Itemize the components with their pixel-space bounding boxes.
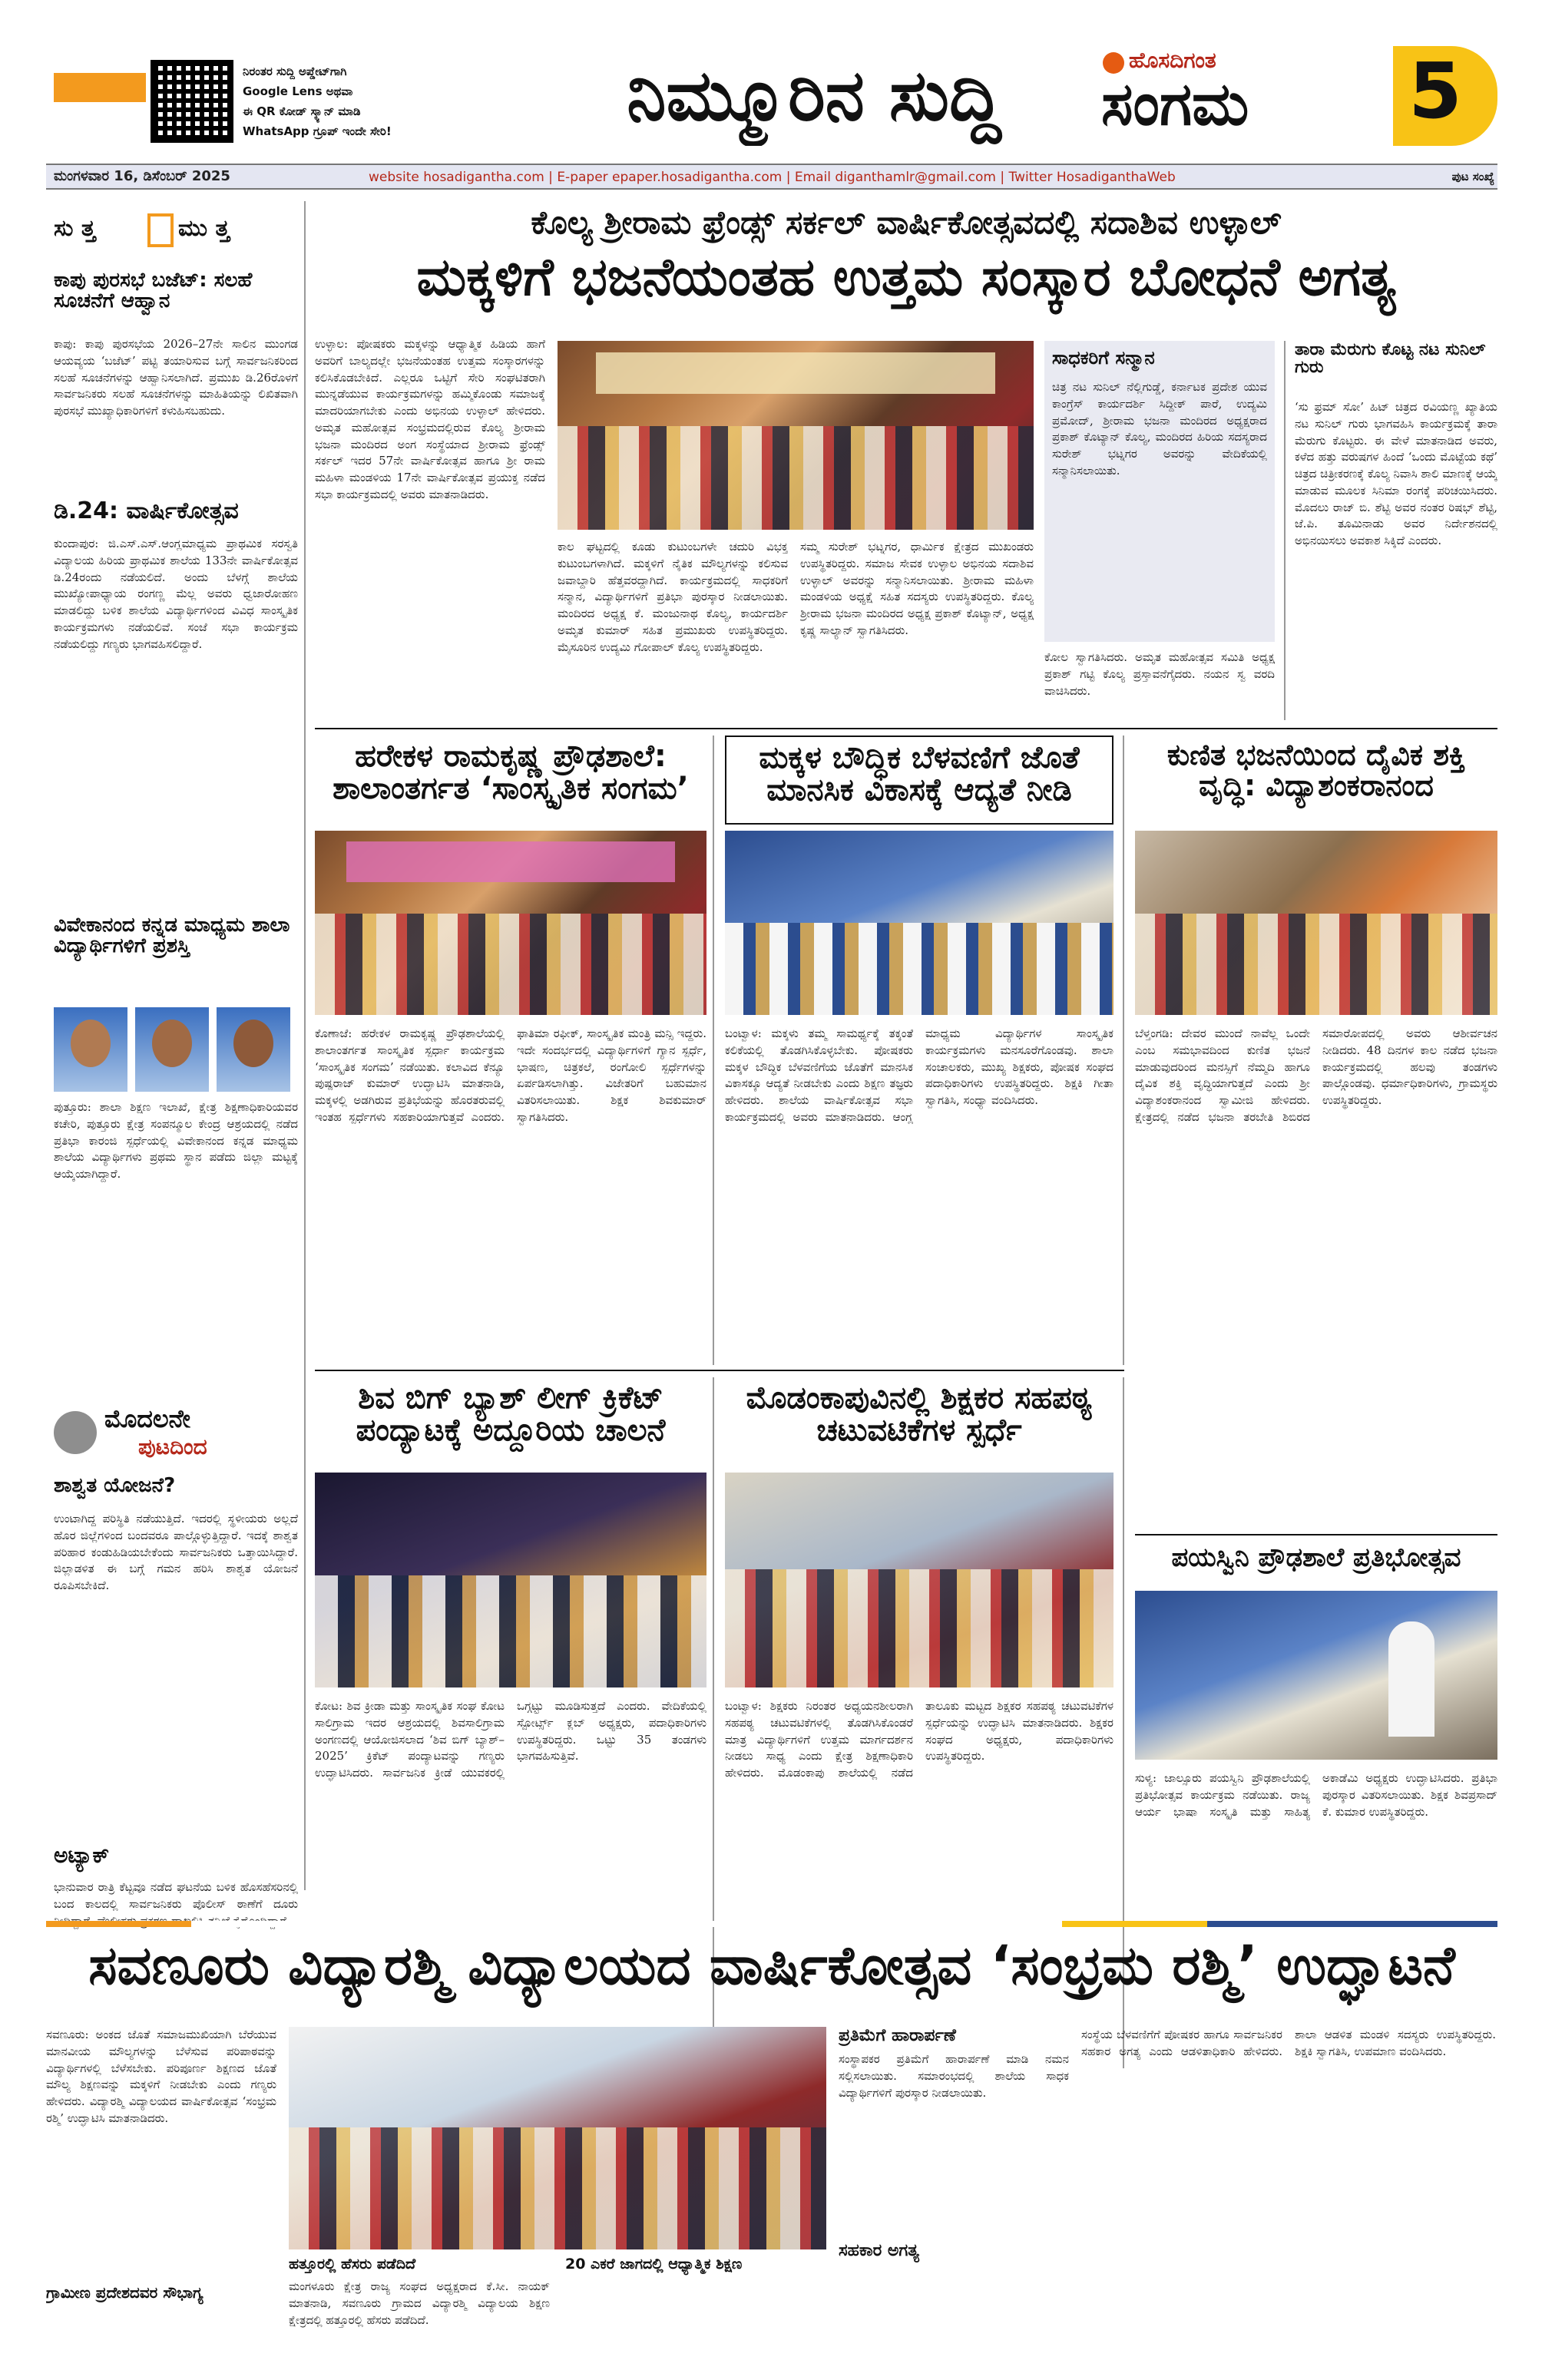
- story-kunitha-bhajane: [1135, 735, 1497, 1526]
- story-photo: [725, 1473, 1113, 1687]
- bottom-col1: ಸವಣೂರು: ಅಂಕದ ಜೊತೆ ಸಮಾಜಮುಖಿಯಾಗಿ ಬೆರೆಯುವ ಮಾನವೀಯ ಮೌಲ್ಯಗಳನ್ನು ಬೆಳೆಸುವ ಪರಿಪಾಠವನ್ನು ವಿದ್ಯಾರ್ಥಿಗಳಲ್ಲಿ ಬೆಳೆಸಬೇಕು. ಪರಿಪೂರ್ಣ ಶಿಕ್ಷಣದ ಜೊತೆ ಮೌಲ್ಯ ಶಿಕ್ಷಣವನ್ನು ಮಕ್ಕಳಿಗೆ ನೀಡಬೇಕು ಎಂದು ಗಣ್ಯರು ಹೇಳಿದರು. ವಿದ್ಯಾರಶ್ಮಿ ವಿದ್ಯಾಲಯದ ವಾರ್ಷಿಕೋತ್ಸವ ‘ಸಂಭ್ರಮ ರಶ್ಮಿ’ ಉದ್ಘಾಟಿಸಿ ಮಾತನಾಡಿದರು.: [46, 2028, 276, 2125]
- brief-body: ಕಾಪು: ಕಾಪು ಪುರಸಭೆಯ 2026–27ನೇ ಸಾಲಿನ ಮುಂಗಡ ಆಯವ್ಯಯ ‘ಬಜೆಟ್’ ಪಟ್ಟಿ ತಯಾರಿಸುವ ಬಗ್ಗೆ ಸಾರ್ವಜನಿಕರಿಂದ ಸಲಹೆ ಸೂಚನೆಗಳನ್ನು ಆಹ್ವಾನಿಸಲಾಗಿದೆ. ಪ್ರಮುಖ ಡಿ.26ರೊಳಗೆ ಸಾರ್ವಜನಿಕರು ಸಲಹೆ ಸೂಚನೆಗಳನ್ನು ಮಾಹಿತಿಯನ್ನು ಲಿಖಿತವಾಗಿ ಪುರಸಭೆ ಮುಖ್ಯಾಧಿಕಾರಿಗಳಿಗೆ ಕಳುಹಿಸಬಹುದು.: [54, 337, 298, 418]
- lead-photo: [558, 341, 1034, 530]
- logo-left: ಸು ತ್ತ: [54, 217, 96, 242]
- lead-col2: ಕಾಲ ಘಟ್ಟದಲ್ಲಿ ಕೂಡು ಕುಟುಂಬಗಳೇ ಚದುರಿ ವಿಭಕ್ತ ಕುಟುಂಬಗಳಾಗಿದೆ. ಮಕ್ಕಳಿಗೆ ನೈತಿಕ ಮೌಲ್ಯಗಳನ್ನು ಕಲಿಸುವ ಜವಾಬ್ದಾರಿ ಹೆತ್ತವರದ್ದಾಗಿದೆ. ಕಾರ್ಯಕ್ರಮದಲ್ಲಿ ಸಾಧಕರಿಗೆ ಸನ್ಮಾನ, ವಿದ್ಯಾರ್ಥಿಗಳಿಗೆ ಪ್ರತಿಭಾ ಪುರಸ್ಕಾರ ನೀಡಲಾಯಿತು. ಮಂದಿರದ ಅಧ್ಯಕ್ಷ ಕೆ. ಮಂಜುನಾಥ ಕೊಲ್ಯ, ಕಾರ್ಯದರ್ಶಿ ಅಮೃತ ಕುಮಾರ್ ಸಹಿತ ಪ್ರಮುಖರು ಉಪಸ್ಥಿತರಿದ್ದರು. ಮೈಸೂರಿನ ಉದ್ಯಮಿ ಗೋಪಾಲ್ ಕೊಲ್ಯ ಉಪಸ್ಥಿತರಿದ್ದರು.: [558, 540, 788, 654]
- bottom-color-bar: [46, 1921, 1497, 1927]
- bottom-photo: [289, 2027, 826, 2249]
- bottom-headline: ಸವಣೂರು ವಿದ್ಯಾರಶ್ಮಿ ವಿದ್ಯಾಲಯದ ವಾರ್ಷಿಕೋತ್ಸವ ‘ಸಂಭ್ರಮ ರಶ್ಮಿ’ ಉದ್ಘಾಟನೆ: [88, 1938, 1455, 1997]
- lead-kicker: ಕೊಲ್ಯ ಶ್ರೀರಾಮ ಫ್ರೆಂಡ್ಸ್ ಸರ್ಕಲ್ ವಾರ್ಷಿಕೋತ್ಸವದಲ್ಲಿ ಸದಾಶಿವ ಉಳ್ಳಾಲ್: [531, 206, 1282, 241]
- story-headline: ಪಯಸ್ವಿನಿ ಪ್ರೌಢಶಾಲೆ ಪ್ರತಿಭೋತ್ಸವ: [1171, 1545, 1461, 1573]
- story-photo: [1135, 831, 1497, 1015]
- story-photo: [315, 831, 706, 1015]
- section-rule: [315, 728, 1497, 729]
- student-photo-3: [217, 1007, 290, 1092]
- brief-headline: ಅಟ್ಯಾಕ್: [54, 1844, 110, 1868]
- brief-headline: ವಿವೇಕಾನಂದ ಕನ್ನಡ ಮಾಧ್ಯಮ ಶಾಲಾ ವಿದ್ಯಾರ್ಥಿಗಳಿಗೆ ಪ್ರಶಸ್ತಿ: [54, 915, 290, 958]
- student-photo-1: [54, 1007, 127, 1092]
- story-headline: ಹರೇಕಳ ರಾಮಕೃಷ್ಣ ಪ್ರೌಢಶಾಲೆ: ಶಾಲಾಂತರ್ಗತ ‘ಸಾಂಸ್ಕೃತಿಕ ಸಂಗಮ’: [333, 740, 689, 806]
- story-body: ಸುಳ್ಯ: ಜಾಲ್ಸೂರು ಪಯಸ್ವಿನಿ ಪ್ರೌಢಶಾಲೆಯಲ್ಲಿ ಪ್ರತಿಭೋತ್ಸವ ಕಾರ್ಯಕ್ರಮ ನಡೆಯಿತು. ರಾಜ್ಯ ಆರ್ಯ ಭಾಷಾ ಸಂಸ್ಕೃತಿ ಮತ್ತು ಸಾಹಿತ್ಯ ಅಕಾಡೆಮಿ ಅಧ್ಯಕ್ಷರು ಉದ್ಘಾಟಿಸಿದರು. ಪ್ರತಿಭಾ ಪುರಸ್ಕಾರ ವಿತರಿಸಲಾಯಿತು. ಶಿಕ್ಷಕ ಶಿವಪ್ರಸಾದ್ ಕೆ. ಕುಮಾರ ಉಪಸ್ಥಿತರಿದ್ದರು.: [1135, 1771, 1497, 1819]
- contact-links[interactable]: website hosadigantha.com | E-paper epaper.hosadigantha.com | Email diganthamlr@gmail.com | Twitter HosadiganthaWeb: [369, 170, 1176, 185]
- page-number-badge: [1393, 46, 1497, 146]
- story-photo: [1135, 1591, 1497, 1760]
- brief-headline: ಕಾಪು ಪುರಸಭೆ ಬಜೆಟ್: ಸಲಹೆ ಸೂಚನೆಗೆ ಆಹ್ವಾನ: [54, 270, 253, 313]
- face-shape: [152, 1020, 192, 1067]
- date: ಮಂಗಳವಾರ 16, ಡಿಸೆಂಬರ್ 2025: [54, 168, 230, 184]
- bottom-subhead: ಹತ್ತೂರಲ್ಲಿ ಹೆಸರು ಪಡೆದಿದೆ: [289, 2257, 416, 2273]
- masthead: [0, 0, 1542, 185]
- brief-body: ಪುತ್ತೂರು: ಶಾಲಾ ಶಿಕ್ಷಣ ಇಲಾಖೆ, ಕ್ಷೇತ್ರ ಶಿಕ್ಷಣಾಧಿಕಾರಿಯವರ ಕಚೇರಿ, ಪುತ್ತೂರು ಕ್ಷೇತ್ರ ಸಂಪನ್ಮೂಲ ಕೇಂದ್ರ ಆಶ್ರಯದಲ್ಲಿ ನಡೆದ ಪ್ರತಿಭಾ ಕಾರಂಜಿ ಸ್ಪರ್ಧೆಯಲ್ಲಿ ವಿವೇಕಾನಂದ ಕನ್ನಡ ಮಾಧ್ಯಮ ಶಾಲೆಯ ವಿದ್ಯಾರ್ಥಿಗಳು ಪ್ರಥಮ ಸ್ಥಾನ ಪಡೆದು ಜಿಲ್ಲಾ ಮಟ್ಟಕ್ಕೆ ಆಯ್ಕೆಯಾಗಿದ್ದಾರೆ.: [54, 1100, 298, 1181]
- lead-col1: ಉಳ್ಳಾಲ: ಪೋಷಕರು ಮಕ್ಕಳನ್ನು ಆಧ್ಯಾತ್ಮಿಕ ಹಿಡಿಯ ಹಾಗೆ ಅವರಿಗೆ ಬಾಲ್ಯದಲ್ಲೇ ಭಜನೆಯಂತಹ ಉತ್ತಮ ಸಂಸ್ಕಾರಗಳನ್ನು ಕಲಿಸಿಕೊಡಬೇಕಿದೆ. ಎಲ್ಲರೂ ಒಟ್ಟಿಗೆ ಸೇರಿ ಸಂಘಟಿತರಾಗಿ ಮುನ್ನಡೆಯುವ ಕಾರ್ಯಕ್ರಮಗಳನ್ನು ಹಮ್ಮಿಕೊಂಡು ಸಮಾಜಕ್ಕೆ ಮಾದರಿಯಾಗಬೇಕು ಎಂದು ಅಭಿನಯ ಉಳ್ಳಾಲ್ ಹೇಳಿದರು. ಅಮೃತ ಮಹೋತ್ಸವ ಸಂಭ್ರಮದಲ್ಲಿರುವ ಕೊಲ್ಯ ಶ್ರೀರಾಮ ಭಜನಾ ಮಂದಿರದ ಅಂಗ ಸಂಸ್ಥೆಯಾದ ಶ್ರೀರಾಮ ಫ್ರೆಂಡ್ಸ್ ಸರ್ಕಲ್ ಇದರ 57ನೇ ವಾರ್ಷಿಕೋತ್ಸವ ಹಾಗೂ ಶ್ರೀ ರಾಮ ಮಹಿಳಾ ಮಂಡಳಿಯ 17ನೇ ವಾರ್ಷಿಕೋತ್ಸವ ಪ್ರಯುಕ್ತ ನಡೆದ ಸಭಾ ಕಾರ್ಯಕ್ರಮದಲ್ಲಿ ಅವರು ಮಾತನಾಡಿದರು.: [315, 337, 545, 501]
- section-rule: [315, 1370, 1124, 1371]
- qr-note-line: Google Lens ಅಥವಾ: [243, 84, 353, 98]
- bottom-story: [46, 1932, 1497, 2362]
- bottom-col2: ಮಂಗಳೂರು ಕ್ಷೇತ್ರ ರಾಜ್ಯ ಸಂಘದ ಅಧ್ಯಕ್ಷರಾದ ಕೆ.ಸೀ. ನಾಯಕ್ ಮಾತನಾಡಿ, ಸವಣೂರು ಗ್ರಾಮದ ವಿದ್ಯಾರಶ್ಮಿ ವಿದ್ಯಾಲಯ ಶಿಕ್ಷಣ ಕ್ಷೇತ್ರದಲ್ಲಿ ಹತ್ತೂರಲ್ಲಿ ಹೆಸರು ಪಡೆದಿದೆ.: [289, 2279, 550, 2327]
- brief-headline: ಶಾಶ್ವತ ಯೋಜನೆ?: [54, 1476, 176, 1497]
- bottom-col3: ಸಂಸ್ಥಾಪಕರ ಪ್ರತಿಮೆಗೆ ಹಾರಾರ್ಪಣೆ ಮಾಡಿ ನಮನ ಸಲ್ಲಿಸಲಾಯಿತು. ಸಮಾರಂಭದಲ್ಲಿ ಶಾಲೆಯ ಸಾಧಕ ವಿದ್ಯಾರ್ಥಿಗಳಿಗೆ ಪುರಸ್ಕಾರ ನೀಡಲಾಯಿತು.: [839, 2052, 1069, 2100]
- book-icon: [147, 213, 174, 247]
- sidebar: [46, 201, 306, 1911]
- page-number: 5: [1408, 51, 1462, 136]
- lead-story: [315, 201, 1497, 723]
- story-headline: ಮೊಡಂಕಾಪುವಿನಲ್ಲಿ ಶಿಕ್ಷಕರ ಸಹಪಠ್ಯ ಚಟುವಟಿಕೆಗಳ ಸ್ಪರ್ಧೆ: [746, 1382, 1093, 1448]
- pencil-icon: [54, 1411, 97, 1454]
- story-body: ಬಂಟ್ವಾಳ: ಮಕ್ಕಳು ತಮ್ಮ ಸಾಮರ್ಥ್ಯಕ್ಕೆ ತಕ್ಕಂತೆ ಕಲಿಕೆಯಲ್ಲಿ ತೊಡಗಿಸಿಕೊಳ್ಳಬೇಕು. ಪೋಷಕರು ಮಕ್ಕಳ ಬೌದ್ಧಿಕ ಬೆಳವಣಿಗೆಯ ಜೊತೆಗೆ ಮಾನಸಿಕ ವಿಕಾಸಕ್ಕೂ ಆದ್ಯತೆ ನೀಡಬೇಕು ಎಂದು ಶಿಕ್ಷಣ ತಜ್ಞರು ಹೇಳಿದರು. ಶಾಲೆಯ ವಾರ್ಷಿಕೋತ್ಸವ ಸಭಾ ಕಾರ್ಯಕ್ರಮದಲ್ಲಿ ಅವರು ಮಾತನಾಡಿದರು. ಆಂಗ್ಲ ಮಾಧ್ಯಮ ವಿದ್ಯಾರ್ಥಿಗಳ ಸಾಂಸ್ಕೃತಿಕ ಕಾರ್ಯಕ್ರಮಗಳು ಮನಸೂರೆಗೊಂಡವು. ಶಾಲಾ ಸಂಚಾಲಕರು, ಮುಖ್ಯ ಶಿಕ್ಷಕರು, ಪೋಷಕ ಸಂಘದ ಪದಾಧಿಕಾರಿಗಳು ಉಪಸ್ಥಿತರಿದ್ದರು. ಶಿಕ್ಷಕಿ ಗೀತಾ ಸ್ವಾಗತಿಸಿ, ಸಂಧ್ಯಾ ವಂದಿಸಿದರು.: [725, 1026, 1113, 1124]
- qr-code[interactable]: [151, 60, 233, 143]
- story-photo: [315, 1473, 706, 1687]
- lead-headline: ಮಕ್ಕಳಿಗೆ ಭಜನೆಯಂತಹ ಉತ್ತಮ ಸಂಸ್ಕಾರ ಬೋಧನೆ ಅಗತ್ಯ: [416, 250, 1396, 308]
- story-intellectual: [725, 735, 1124, 1365]
- student-photo-2: [135, 1007, 209, 1092]
- story-body: ಬೆಳ್ತಂಗಡಿ: ದೇವರ ಮುಂದೆ ನಾವೆಲ್ಲ ಒಂದೇ ಎಂಬ ಸಮಭಾವದಿಂದ ಕುಣಿತ ಭಜನೆ ಮಾಡುವುದರಿಂದ ಮನಸ್ಸಿಗೆ ನೆಮ್ಮದಿ ಹಾಗೂ ದೈವಿಕ ಶಕ್ತಿ ವೃದ್ಧಿಯಾಗುತ್ತದೆ ಎಂದು ಶ್ರೀ ವಿದ್ಯಾಶಂಕರಾನಂದ ಸ್ವಾಮೀಜಿ ಹೇಳಿದರು. ಕ್ಷೇತ್ರದಲ್ಲಿ ನಡೆದ ಭಜನಾ ತರಬೇತಿ ಶಿಬಿರದ ಸಮಾರೋಪದಲ್ಲಿ ಅವರು ಆಶೀರ್ವಚನ ನೀಡಿದರು. 48 ದಿನಗಳ ಕಾಲ ನಡೆದ ಭಜನಾ ಕಾರ್ಯಕ್ರಮದಲ್ಲಿ ಹಲವು ತಂಡಗಳು ಪಾಲ್ಗೊಂಡವು. ಧರ್ಮಾಧಿಕಾರಿಗಳು, ಗ್ರಾಮಸ್ಥರು ಉಪಸ್ಥಿತರಿದ್ದರು.: [1135, 1026, 1497, 1124]
- story-body: ಕೊಣಾಜೆ: ಹರೇಕಳ ರಾಮಕೃಷ್ಣ ಪ್ರೌಢಶಾಲೆಯಲ್ಲಿ ಶಾಲಾಂತರ್ಗತ ಸಾಂಸ್ಕೃತಿಕ ಸ್ಪರ್ಧಾ ಕಾರ್ಯಕ್ರಮ ‘ಸಾಂಸ್ಕೃತಿಕ ಸಂಗಮ’ ನಡೆಯಿತು. ಕಲಾವಿದ ಕೆನ್ಯೂ ಪುಷ್ಪರಾಜ್ ಕುಮಾರ್ ಉದ್ಘಾಟಿಸಿ ಮಾತನಾಡಿ, ಮಕ್ಕಳಲ್ಲಿ ಅಡಗಿರುವ ಪ್ರತಿಭೆಯನ್ನು ಹೊರತರುವಲ್ಲಿ ಇಂತಹ ಸ್ಪರ್ಧೆಗಳು ಸಹಕಾರಿಯಾಗುತ್ತವೆ ಎಂದರು. ಫಾತಿಮಾ ರಫೀಕ್, ಸಾಂಸ್ಕೃತಿಕ ಮಂತ್ರಿ ಮನ್ಸಿ ಇದ್ದರು. ಇದೇ ಸಂದರ್ಭದಲ್ಲಿ ವಿದ್ಯಾರ್ಥಿಗಳಿಗೆ ಗ್ಯಾನ ಸ್ಪರ್ಧೆ, ಭಾಷಣ, ಚಿತ್ರಕಲೆ, ರಂಗೋಲಿ ಸ್ಪರ್ಧೆಗಳನ್ನು ಏರ್ಪಡಿಸಲಾಗಿತ್ತು. ವಿಜೇತರಿಗೆ ಬಹುಮಾನ ವಿತರಿಸಲಾಯಿತು. ಶಿಕ್ಷಕ ಶಿವಕುಮಾರ್ ಸ್ವಾಗತಿಸಿದರು.: [315, 1026, 706, 1124]
- side-headline: ತಾರಾ ಮೆರುಗು ಕೊಟ್ಟ ನಟ ಸುನಿಲ್ ಗುರು: [1295, 341, 1486, 378]
- qr-note-line: ನಿರಂತರ ಸುದ್ದಿ ಅಪ್ಡೇಟ್‌ಗಾಗಿ: [243, 64, 347, 78]
- face-shape: [233, 1020, 273, 1067]
- section-title: ನಿಮ್ಮೂರಿನ ಸುದ್ದಿ: [627, 55, 1001, 137]
- orange-strip: [54, 73, 146, 102]
- sun-icon: [1103, 52, 1124, 74]
- brief-body: ಕುಂದಾಪುರ: ಜಿ.ಎಸ್.ಎಸ್.ಆಂಗ್ಲಮಾಧ್ಯಮ ಪ್ರಾಥಮಿಕ ಸರಸ್ವತಿ ವಿದ್ಯಾಲಯ ಹಿರಿಯ ಪ್ರಾಥಮಿಕ ಶಾಲೆಯ 133ನೇ ವಾರ್ಷಿಕೋತ್ಸವ ಡಿ.24ರಂದು ನಡೆಯಲಿದೆ. ಅಂದು ಬೆಳಗ್ಗೆ ಶಾಲೆಯ ಮುಖ್ಯೋಪಾಧ್ಯಾಯ ರಂಗಣ್ಣ ಮೆಲ್ಲ ಅವರು ಧ್ವಜಾರೋಹಣ ಮಾಡಲಿದ್ದು ಬಳಿಕ ಶಾಲೆಯ ವಿದ್ಯಾರ್ಥಿಗಳಿಂದ ವಿವಿಧ ಸಾಂಸ್ಕೃತಿಕ ಕಾರ್ಯಕ್ರಮಗಳು ನಡೆಯಲಿವೆ. ಸಂಜೆ ಸಭಾ ಕಾರ್ಯಕ್ರಮ ನಡೆಯಲಿದ್ದು ಗಣ್ಯರು ಭಾಗವಹಿಸಲಿದ್ದಾರೆ.: [54, 537, 298, 651]
- pages-label: ಪುಟ ಸಂಖ್ಯೆ: [1451, 170, 1494, 183]
- first-page-line2: ಪುಟದಿಂದ: [138, 1436, 207, 1459]
- logo-right: ಮು ತ್ತ: [178, 217, 230, 242]
- headline-box: [725, 735, 1113, 825]
- qr-note: [243, 61, 504, 146]
- brand-box: [1098, 46, 1497, 146]
- first-page-line1: ಮೊದಲನೇ: [104, 1407, 190, 1433]
- lead-col3: ಸಮ್ಮ ಸುರೇಶ್ ಭಟ್ನಗರ, ಧಾರ್ಮಿಕ ಕ್ಷೇತ್ರದ ಮುಖಂಡರು ಉಪಸ್ಥಿತರಿದ್ದರು. ಸಮಾಜ ಸೇವಕ ಉಳ್ಳಾಲ ಅಭಿನಯ ಸದಾಶಿವ ಉಳ್ಳಾಲ್ ಅವರನ್ನು ಸನ್ಮಾನಿಸಲಾಯಿತು. ಶ್ರೀರಾಮ ಮಹಿಳಾ ಮಂಡಳಿಯ ಅಧ್ಯಕ್ಷೆ ಸಹಿತ ಸದಸ್ಯರು ಉಪಸ್ಥಿತರಿದ್ದರು. ಕೊಲ್ಯ ಶ್ರೀರಾಮ ಭಜನಾ ಮಂದಿರದ ಅಧ್ಯಕ್ಷ ಪ್ರಕಾಶ್ ಕೊಟ್ಯಾನ್, ಅಧ್ಯಕ್ಷ ಕೃಷ್ಣ ಸಾಲ್ಯಾನ್ ಸ್ವಾಗತಿಸಿದರು.: [800, 540, 1034, 637]
- vertical-rule: [1284, 341, 1286, 720]
- sutta-mutta-logo: [54, 212, 284, 250]
- bottom-subhead: ಗ್ರಾಮೀಣ ಪ್ರದೇಶದವರ ಸೌಭಾಗ್ಯ: [46, 2285, 204, 2302]
- lead-col4: ಕೋಲ ಸ್ವಾಗತಿಸಿದರು. ಅಮೃತ ಮಹೋತ್ಸವ ಸಮಿತಿ ಅಧ್ಯಕ್ಷ ಪ್ರಕಾಶ್ ಗಟ್ಟಿ ಕೊಲ್ಯ ಪ್ರಸ್ತಾವನೆಗೈದರು. ನಯನ ಸ್ವ ವರದಿ ವಾಚಿಸಿದರು.: [1044, 650, 1275, 698]
- felicitation-box: [1044, 341, 1275, 642]
- brief-headline: ಡಿ.24: ವಾರ್ಷಿಕೋತ್ಸವ: [54, 499, 239, 524]
- story-headline: ಮಕ್ಕಳ ಬೌದ್ಧಿಕ ಬೆಳವಣಿಗೆ ಜೊತೆ ಮಾನಸಿಕ ವಿಕಾಸಕ್ಕೆ ಆದ್ಯತೆ ನೀಡಿ: [759, 742, 1080, 808]
- bottom-subhead: ಪ್ರತಿಮೆಗೆ ಹಾರಾರ್ಪಣೆ: [839, 2027, 956, 2045]
- brief-body: ಉಂಟಾಗಿದ್ದ ಪರಿಸ್ಥಿತಿ ನಡೆಯುತ್ತಿದೆ. ಇದರಲ್ಲಿ ಸ್ಥಳೀಯರು ಅಲ್ಲದೆ ಹೊರ ಜಿಲ್ಲೆಗಳಿಂದ ಬಂದವರೂ ಪಾಲ್ಗೊಳ್ಳುತ್ತಿದ್ದಾರೆ. ಇದಕ್ಕೆ ಶಾಶ್ವತ ಪರಿಹಾರ ಕಂಡುಹಿಡಿಯಬೇಕೆಂದು ಸಾರ್ವಜನಿಕರು ಒತ್ತಾಯಿಸಿದ್ದಾರೆ. ಜಿಲ್ಲಾಡಳಿತ ಈ ಬಗ್ಗೆ ಗಮನ ಹರಿಸಿ ಶಾಶ್ವತ ಯೋಜನೆ ರೂಪಿಸಬೇಕಿದೆ.: [54, 1512, 298, 1592]
- bottom-subhead: 20 ಎಕರೆ ಜಾಗದಲ್ಲಿ ಆಧ್ಯಾತ್ಮಿಕ ಶಿಕ್ಷಣ: [565, 2257, 743, 2273]
- qr-note-line: WhatsApp ಗ್ರೂಪ್ ಇಂದೇ ಸೇರಿ!: [243, 124, 392, 138]
- speaker-shape: [1388, 1621, 1434, 1737]
- box-body: ಚಿತ್ರ ನಟ ಸುನಿಲ್ ನೆಲ್ಲಿಗುಡ್ಡೆ, ಕರ್ನಾಟಕ ಪ್ರದೇಶ ಯುವ ಕಾಂಗ್ರೆಸ್ ಕಾರ್ಯದರ್ಶಿ ಸಿದ್ದೀಕ್ ಪಾರೆ, ಉದ್ಯಮಿ ಪ್ರಮೋದ್, ಶ್ರೀರಾಮ ಭಜನಾ ಮಂದಿರದ ಅಧ್ಯಕ್ಷರಾದ ಪ್ರಕಾಶ್ ಕೊಟ್ಯಾನ್ ಕೊಲ್ಯ, ಮಂದಿರದ ಹಿರಿಯ ಸದಸ್ಯರಾದ ಸುರೇಶ್ ಭಟ್ನಗರ ಅವರನ್ನು ವೇದಿಕೆಯಲ್ಲಿ ಸನ್ಮಾನಿಸಲಾಯಿತು.: [1052, 380, 1267, 478]
- bottom-subhead: ಸಹಕಾರ ಅಗತ್ಯ: [839, 2242, 919, 2260]
- first-page-tag: [54, 1403, 298, 1465]
- story-photo: [725, 831, 1113, 1015]
- qr-note-line: ಈ QR ಕೋಡ್ ಸ್ಕ್ಯಾನ್ ಮಾಡಿ: [243, 104, 361, 118]
- brief-body: ಭಾನುವಾರ ರಾತ್ರಿ ಕೆಟ್ಟವೂ ನಡೆದ ಘಟನೆಯ ಬಳಿಕ ಹೊಸಹೆಸರಿನಲ್ಲಿ ಬಂದ ಕಾಲದಲ್ಲಿ ಸಾರ್ವಜನಿಕರು ಪೊಲೀಸ್ ಠಾಣೆಗೆ ದೂರು: [54, 1880, 298, 1911]
- story-body: ಕೋಟ: ಶಿವ ಕ್ರೀಡಾ ಮತ್ತು ಸಾಂಸ್ಕೃತಿಕ ಸಂಘ ಕೋಟ ಸಾಲಿಗ್ರಾಮ ಇದರ ಆಶ್ರಯದಲ್ಲಿ ಶಿವಸಾಲಿಗ್ರಾಮ ಅಂಗಣದಲ್ಲಿ ಆಯೋಜಿಸಲಾದ ‘ಶಿವ ಬಿಗ್ ಬ್ಯಾಶ್–2025’ ಕ್ರಿಕೆಟ್ ಪಂದ್ಯಾಟವನ್ನು ಗಣ್ಯರು ಉದ್ಘಾಟಿಸಿದರು. ಸಾರ್ವಜನಿಕ ಕ್ರೀಡೆ ಯುವಕರಲ್ಲಿ ಒಗ್ಗಟ್ಟು ಮೂಡಿಸುತ್ತದೆ ಎಂದರು. ವೇದಿಕೆಯಲ್ಲಿ ಸ್ಪೋರ್ಟ್ಸ್ ಕ್ಲಬ್ ಅಧ್ಯಕ್ಷರು, ಪದಾಧಿಕಾರಿಗಳು ಉಪಸ್ಥಿತರಿದ್ದರು. ಒಟ್ಟು 35 ತಂಡಗಳು ಭಾಗವಹಿಸುತ್ತಿವೆ.: [315, 1699, 706, 1780]
- story-headline: ಕುಣಿತ ಭಜನೆಯಿಂದ ದೈವಿಕ ಶಕ್ತಿ ವೃದ್ಧಿ: ವಿದ್ಯಾಶಂಕರಾನಂದ: [1166, 740, 1466, 802]
- face-shape: [71, 1020, 111, 1067]
- brand-small: ಹೊಸದಿಗಂತ: [1129, 49, 1216, 73]
- brand-big: ಸಂಗಮ: [1101, 74, 1249, 139]
- story-body: ಬಂಟ್ವಾಳ: ಶಿಕ್ಷಕರು ನಿರಂತರ ಅಧ್ಯಯನಶೀಲರಾಗಿ ಸಹಪಠ್ಯ ಚಟುವಟಿಕೆಗಳಲ್ಲಿ ತೊಡಗಿಸಿಕೊಂಡರೆ ಮಾತ್ರ ವಿದ್ಯಾರ್ಥಿಗಳಿಗೆ ಉತ್ತಮ ಮಾರ್ಗದರ್ಶನ ನೀಡಲು ಸಾಧ್ಯ ಎಂದು ಕ್ಷೇತ್ರ ಶಿಕ್ಷಣಾಧಿಕಾರಿ ಹೇಳಿದರು. ಮೊಡಂಕಾಪು ಶಾಲೆಯಲ್ಲಿ ನಡೆದ ತಾಲೂಕು ಮಟ್ಟದ ಶಿಕ್ಷಕರ ಸಹಪಠ್ಯ ಚಟುವಟಿಕೆಗಳ ಸ್ಪರ್ಧೆಯನ್ನು ಉದ್ಘಾಟಿಸಿ ಮಾತನಾಡಿದರು. ಶಿಕ್ಷಕರ ಸಂಘದ ಅಧ್ಯಕ್ಷರು, ಪದಾಧಿಕಾರಿಗಳು ಉಪಸ್ಥಿತರಿದ್ದರು.: [725, 1699, 1113, 1780]
- side-body: ‘ಸು ಫ್ರಮ್ ಸೋ’ ಹಿಟ್ ಚಿತ್ರದ ರವಿಯಣ್ಣ ಖ್ಯಾತಿಯ ನಟ ಸುನಿಲ್ ಗುರು ಭಾಗವಹಿಸಿ ಕಾರ್ಯಕ್ರಮಕ್ಕೆ ತಾರಾ ಮೆರುಗು ಕೊಟ್ಟರು. ಈ ವೇಳೆ ಮಾತನಾಡಿದ ಅವರು, ಕಳೆದ ಹತ್ತು ವರುಷಗಳ ಹಿಂದೆ ‘ಒಂದು ಮೊಟ್ಟೆಯ ಕಥೆ’ ಚಿತ್ರದ ಚಿತ್ರೀಕರಣಕ್ಕೆ ಕೊಲ್ಯ ನಿವಾಸಿ ಶಾಲಿ ಮಾಣಕ್ಕೆ ಆಯ್ಕೆ ಮಾಡುವ ಮೂಲಕ ಸಿನಿಮಾ ರಂಗಕ್ಕೆ ಪರಿಚಯಿಸಿದರು. ಮೊದಲು ರಾಜ್ ಬಿ. ಶೆಟ್ಟಿ ಅವರ ನಂತರ ರಿಷಭ್ ಶೆಟ್ಟಿ, ಜೆ.ಪಿ. ತೂಮಿನಾಡು ಅವರ ನಿರ್ದೇಶನದಲ್ಲಿ ಅಭಿನಯಿಸಲು ಅವಕಾಶ ಸಿಕ್ಕಿದೆ ಎಂದರು.: [1295, 400, 1497, 547]
- date-bar: [46, 164, 1497, 190]
- crowd-shape: [725, 923, 1113, 1015]
- bottom-col4: ಸಂಸ್ಥೆಯ ಬೆಳವಣಿಗೆಗೆ ಪೋಷಕರ ಹಾಗೂ ಸಾರ್ವಜನಿಕರ ಸಹಕಾರ ಅಗತ್ಯ ಎಂದು ಆಡಳಿತಾಧಿಕಾರಿ ಹೇಳಿದರು. ಶಾಲಾ ಆಡಳಿತ ಮಂಡಳಿ ಸದಸ್ಯರು ಉಪಸ್ಥಿತರಿದ್ದರು. ಶಿಕ್ಷಕಿ ಸ್ವಾಗತಿಸಿ, ಉಪಮಾಣ ವಂದಿಸಿದರು.: [1081, 2028, 1496, 2058]
- crowd-shape: [315, 1575, 706, 1687]
- story-harekala: [315, 735, 714, 1365]
- box-headline: ಸಾಧಕರಿಗೆ ಸನ್ಮಾನ: [1052, 349, 1155, 369]
- story-headline: ಶಿವ ಬಿಗ್ ಬ್ಯಾಶ್ ಲೀಗ್ ಕ್ರಿಕೆಟ್ ಪಂದ್ಯಾಟಕ್ಕೆ ಅದ್ದೂರಿಯ ಚಾಲನೆ: [356, 1382, 666, 1448]
